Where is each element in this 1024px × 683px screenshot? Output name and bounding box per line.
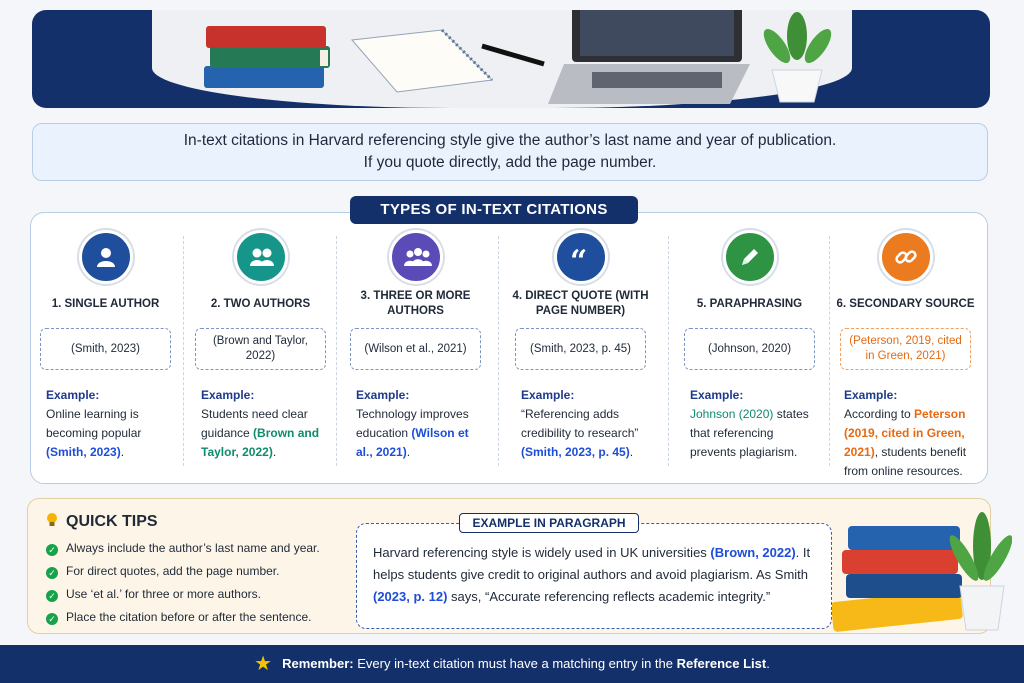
paragraph-text: Harvard referencing style is widely used in UK universities (373, 545, 711, 560)
citation-format: (Smith, 2023) (40, 328, 171, 370)
check-icon: ✓ (46, 544, 58, 556)
footer-text: Every in-text citation must have a matching entry in the (353, 656, 677, 671)
example-label: Example: (844, 388, 898, 402)
paragraph-text: . It helps students give credit to original authors and avoid plagiarism. As Smith (373, 545, 811, 582)
type-card-secondary-source (828, 228, 983, 478)
tip-item (46, 610, 311, 625)
check-icon: ✓ (46, 567, 58, 579)
example-text (46, 386, 176, 462)
type-title: 3. THREE OR MORE AUTHORS (360, 290, 471, 317)
example-text (201, 386, 331, 462)
quick-tips-title (46, 512, 158, 531)
example-label: Example: (356, 388, 410, 402)
intro-line-1: In-text citations in Harvard referencing style give the author’s last name and year of publication. (183, 132, 837, 149)
example-body: “Referencing adds credibility to research” (521, 407, 639, 440)
footer-bar (0, 645, 1024, 683)
example-text (356, 386, 486, 462)
lightbulb-icon (46, 512, 58, 528)
type-title: 4. DIRECT QUOTE (WITH PAGE NUMBER) (512, 290, 649, 317)
example-end: . (629, 445, 634, 459)
study-desk-illustration (152, 10, 852, 108)
intro-box (32, 123, 988, 181)
example-label: Example: (201, 388, 255, 402)
paragraph-citation: (Brown, 2022) (710, 545, 796, 560)
type-title: 5. PARAPHRASING (696, 297, 803, 310)
example-end: . (272, 445, 277, 459)
type-card-paraphrasing (672, 228, 827, 478)
example-text (690, 386, 820, 462)
svg-text:“: “ (569, 245, 587, 269)
books-plant-illustration (832, 512, 1012, 642)
column-divider (668, 236, 669, 466)
group-icon (389, 230, 443, 284)
pencil-icon (723, 230, 777, 284)
type-card-direct-quote (503, 228, 658, 478)
example-citation: Johnson (2020) (690, 407, 774, 421)
quick-tips-label: QUICK TIPS (66, 513, 158, 530)
star-icon: ★ (254, 653, 273, 675)
citation-format: (Wilson et al., 2021) (350, 328, 481, 370)
quote-icon (554, 230, 608, 284)
example-citation: (Smith, 2023) (46, 445, 121, 459)
example-paragraph-title: EXAMPLE IN PARAGRAPH (459, 513, 639, 533)
example-citation: (Brown and Taylor, 2022) (201, 426, 320, 459)
tip-item (46, 587, 261, 602)
types-title: TYPES OF IN-TEXT CITATIONS (350, 196, 638, 224)
footer-end: . (766, 656, 770, 671)
example-citation: (Smith, 2023, p. 45) (521, 445, 630, 459)
citation-format: (Peterson, 2019, cited in Green, 2021) (840, 328, 971, 370)
user-icon (79, 230, 133, 284)
header-banner (32, 10, 990, 108)
example-body: Online learning is becoming popular (46, 407, 142, 440)
example-citation: Peterson (2019, cited in Green, 2021) (844, 407, 966, 459)
users-icon (234, 230, 288, 284)
type-card-three-authors (338, 228, 493, 478)
type-title: 6. SECONDARY SOURCE (836, 297, 975, 310)
paragraph-text: says, “Accurate referencing reflects academic integrity.” (447, 589, 771, 604)
example-label: Example: (521, 388, 575, 402)
tip-text: Place the citation before or after the sentence. (66, 610, 312, 624)
tip-text: For direct quotes, add the page number. (66, 564, 280, 578)
example-label: Example: (690, 388, 744, 402)
banner-illustration (152, 10, 852, 108)
check-icon: ✓ (46, 613, 58, 625)
tip-text: Use ‘et al.’ for three or more authors. (66, 587, 261, 601)
example-end: , students benefit from online resources. (844, 445, 967, 478)
footer-reference-list: Reference List (676, 656, 767, 671)
example-end: states that referencing prevents plagiarism. (690, 407, 809, 459)
footer-emphasis: Remember: (282, 656, 354, 671)
tip-item (46, 541, 320, 556)
column-divider (498, 236, 499, 466)
type-title: 2. TWO AUTHORS (210, 297, 311, 310)
example-body: Students need clear guidance (201, 407, 308, 440)
example-citation: (Wilson et al., 2021) (356, 426, 469, 459)
intro-line-2: If you quote directly, add the page number. (363, 154, 657, 171)
example-end: . (120, 445, 125, 459)
example-body: According to (844, 407, 915, 421)
type-title: 1. SINGLE AUTHOR (51, 297, 160, 310)
example-end: . (406, 445, 411, 459)
example-text (844, 386, 978, 481)
example-text (521, 386, 651, 462)
type-card-single-author (28, 228, 183, 478)
example-paragraph-box (356, 523, 832, 629)
citation-format: (Smith, 2023, p. 45) (515, 328, 646, 370)
tip-text: Always include the author’s last name and year. (66, 541, 320, 555)
type-card-two-authors (183, 228, 338, 478)
paragraph-citation: (2023, p. 12) (373, 589, 448, 604)
tip-item (46, 564, 279, 579)
example-label: Example: (46, 388, 100, 402)
citation-format: (Johnson, 2020) (684, 328, 815, 370)
link-icon (879, 230, 933, 284)
citation-format: (Brown and Taylor, 2022) (195, 328, 326, 370)
check-icon: ✓ (46, 590, 58, 602)
example-body: Technology improves education (356, 407, 469, 440)
